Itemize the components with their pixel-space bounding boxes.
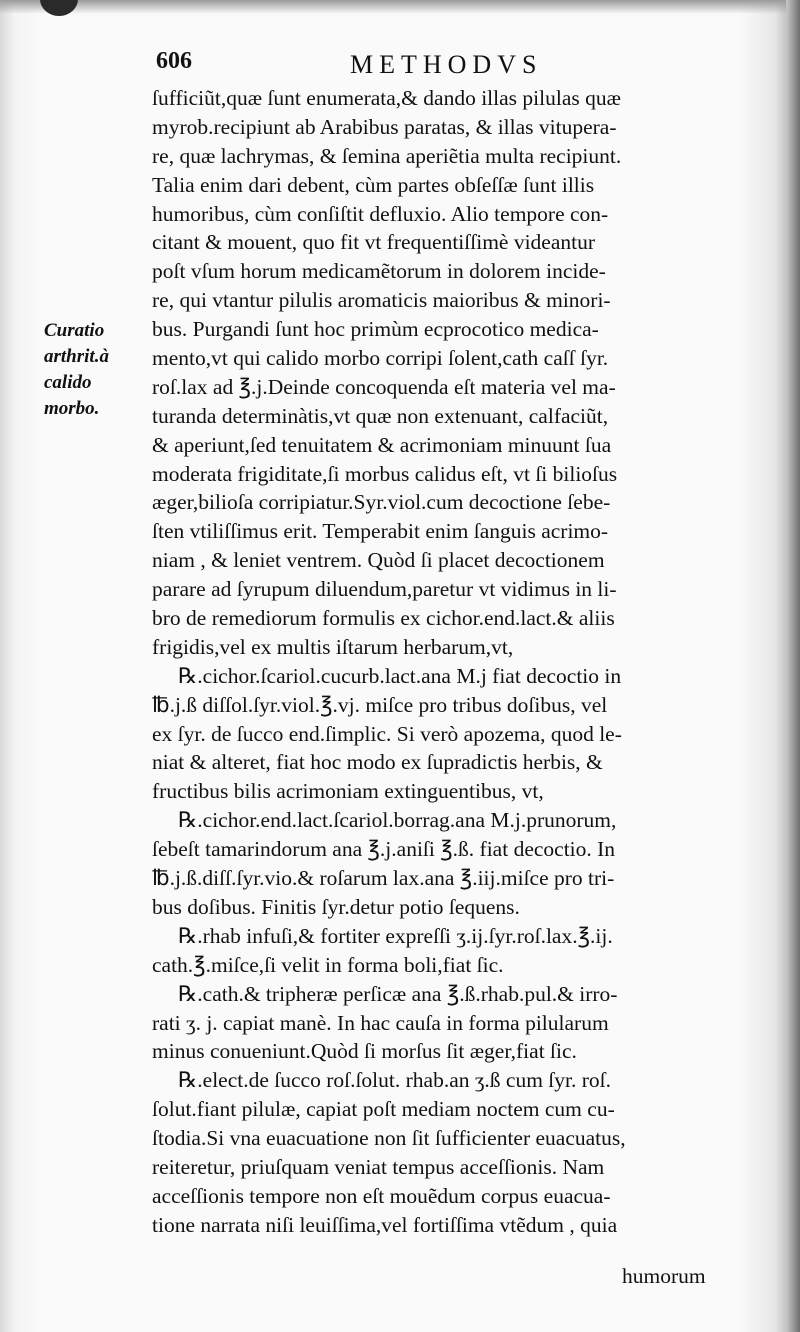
body-text xyxy=(152,84,752,1240)
text-line: reiteretur, priuſquam veniat tempus acceſſionis. Nam xyxy=(152,1154,605,1179)
page-header xyxy=(150,48,750,82)
marginal-note-line: morbo. xyxy=(44,398,100,419)
marginal-note-line: Curatio xyxy=(44,320,105,341)
text-line: tione narrata niſi leuiſſima,vel fortiſſima vtẽdum , quia xyxy=(152,1212,618,1237)
text-line: ℔.j.ß.diſſ.ſyr.vio.& roſarum lax.ana ℥.iij.miſce pro tri- xyxy=(152,866,615,891)
text-line: ℞.rhab infuſi,& fortiter expreſſi ʒ.ij.ſyr.roſ.lax.℥.ij. xyxy=(178,923,613,948)
text-line: minus conueniunt.Quòd ſi morſus ſit æger,fiat ſic. xyxy=(152,1039,577,1064)
text-line: æger,bilioſa corripiatur.Syr.viol.cum decoctione ſebe- xyxy=(152,490,611,515)
catchword: humorum xyxy=(622,1264,706,1288)
text-line: ſolut.fiant pilulæ, capiat poſt mediam noctem cum cu- xyxy=(152,1097,615,1122)
text-line: turanda determinàtis,vt quæ non extenuant, calfaciũt, xyxy=(152,403,609,428)
text-line: ſufficiũt,quæ ſunt enumerata,& dando illas pilulas quæ xyxy=(152,86,621,110)
text-line: bus doſibus. Finitis ſyr.detur potio ſequens. xyxy=(152,894,520,919)
text-line: ſten vtiliſſimus erit. Temperabit enim ſanguis acrimo- xyxy=(152,519,609,544)
text-line: cath.℥.miſce,ſi velit in forma boli,fiat ſic. xyxy=(152,952,504,977)
text-line: re, quæ lachrymas, & ſemina aperiẽtia multa recipiunt. xyxy=(152,143,622,168)
text-line: poſt vſum horum medicamẽtorum in dolorem incide- xyxy=(152,259,606,284)
text-line: citant & mouent, quo fit vt frequentiſſimè videantur xyxy=(152,230,596,255)
text-line: & aperiunt,ſed tenuitatem & acrimoniam minuunt ſua xyxy=(152,432,612,457)
page-gutter-edge xyxy=(786,0,800,1332)
marginal-note-line: calido xyxy=(44,372,92,393)
text-line: rati ʒ. j. capiat manè. In hac cauſa in forma pilularum xyxy=(152,1010,609,1035)
text-line: ℞.cath.& tripheræ perſicæ ana ℥.ß.rhab.pul.& irro- xyxy=(178,981,618,1006)
text-line: ℞.cichor.end.lact.ſcariol.borrag.ana M.j.prunorum, xyxy=(178,808,617,833)
text-line: ſebeſt tamarindorum ana ℥.j.aniſi ℥.ß. fiat decoctio. In xyxy=(152,837,616,862)
marginal-note-line: arthrit.à xyxy=(44,346,109,367)
text-line: niat & alteret, fiat hoc modo ex ſupradictis herbis, & xyxy=(152,750,603,775)
text-line: acceſſionis tempore non eſt mouẽdum corpus euacua- xyxy=(152,1183,611,1208)
text-line: roſ.lax ad ℥.j.Deinde concoquenda eſt materia vel ma- xyxy=(152,374,616,399)
text-line: niam , & leniet ventrem. Quòd ſi placet decoctionem xyxy=(152,548,605,573)
text-line: ſtodia.Si vna euacuatione non ſit ſufficienter euacuatus, xyxy=(152,1126,626,1151)
text-line: re, qui vtantur pilulis aromaticis maioribus & minori- xyxy=(152,288,611,313)
text-line: humoribus, cùm conſiſtit defluxio. Alio tempore con- xyxy=(152,201,609,226)
text-line: Talia enim dari debent, cùm partes obſeſſæ ſunt illis xyxy=(152,172,595,197)
running-title: METHODVS xyxy=(350,50,543,79)
text-line: fructibus bilis acrimoniam extinguentibus, vt, xyxy=(152,779,544,804)
marginal-note xyxy=(44,318,154,422)
text-line: ex ſyr. de ſucco end.ſimplic. Si verò apozema, quod le- xyxy=(152,721,622,746)
text-line: myrob.recipiunt ab Arabibus paratas, & illas vitupera- xyxy=(152,114,617,139)
text-line: ℔.j.ß diſſol.ſyr.viol.℥.vj. miſce pro tribus doſibus, vel xyxy=(152,692,608,717)
page-top-shadow xyxy=(0,0,800,14)
text-line: bro de remediorum formulis ex cichor.end.lact.& aliis xyxy=(152,606,615,631)
text-line: ℞.cichor.ſcariol.cucurb.lact.ana M.j fiat decoctio in xyxy=(178,663,622,688)
text-line: ℞.elect.de ſucco roſ.ſolut. rhab.an ʒ.ß cum ſyr. roſ. xyxy=(178,1068,612,1093)
text-line: moderata frigiditate,ſi morbus calidus eſt, vt ſi bilioſus xyxy=(152,461,618,486)
text-line: bus. Purgandi ſunt hoc primùm ecprocotico medica- xyxy=(152,317,599,342)
text-line: parare ad ſyrupum diluendum,paretur vt vidimus in li- xyxy=(152,577,617,602)
text-line: frigidis,vel ex multis iſtarum herbarum,vt, xyxy=(152,634,514,659)
page-number: 606 xyxy=(156,48,192,74)
text-line: mento,vt qui calido morbo corripi ſolent,cath caſſ ſyr. xyxy=(152,346,609,371)
